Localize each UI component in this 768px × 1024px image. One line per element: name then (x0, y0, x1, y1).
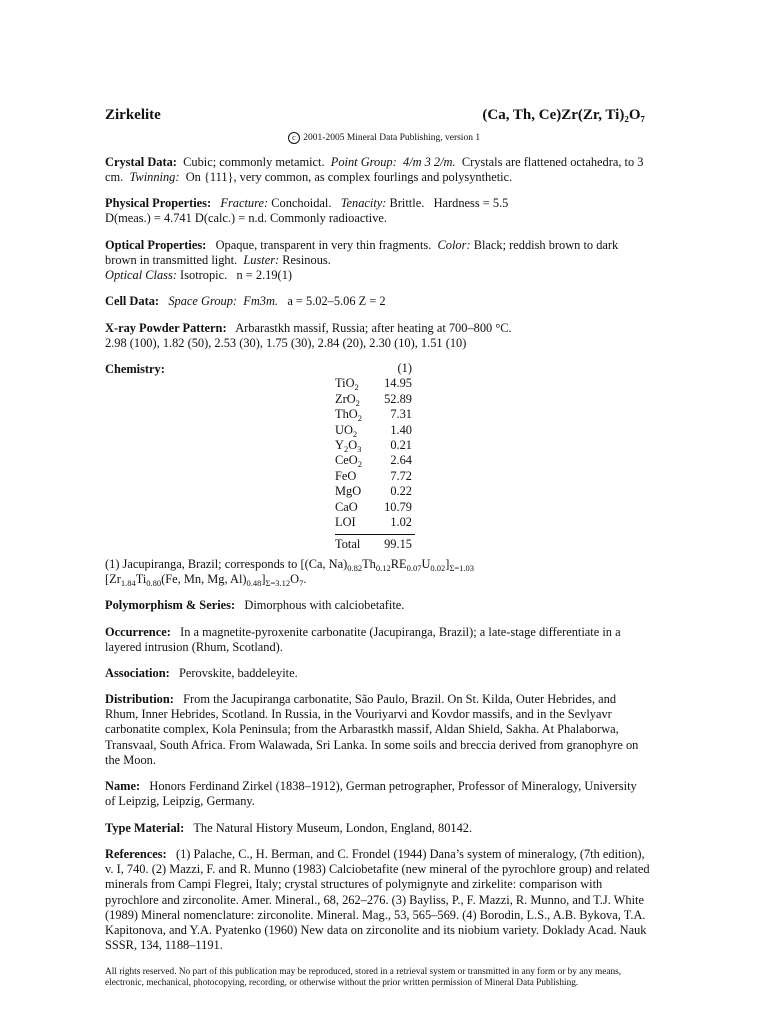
optical-properties-section: Optical Properties: Opaque, transparent in very thin fragments. Color: Black; reddish brown to dark brown in transmitted light. Luster: Resinous. Optical Class: Isotropic. n = 2.19(1) (105, 238, 619, 283)
chem-row (335, 407, 415, 422)
chemistry-table (335, 361, 415, 553)
chemistry-note: (1) Jacupiranga, Brazil; corresponds to [(Ca, $Na)_{0.82}Th_{0.12}RE_{0.07}U_{0.02}]_{\Sigma=1.03}$ [$Zr_{1.84}Ti_{0.80}(Fe$, Mn, Mg, $Al)_{0.48}]_{\Sigma=3.12}O_7$. (105, 557, 475, 589)
chem-row (335, 376, 415, 391)
oxide-value: 0.22 (390, 484, 412, 499)
copyright-text: 2001-2005 Mineral Data Publishing, version 1 (303, 133, 481, 143)
chem-row (335, 500, 415, 515)
distribution-section: Distribution: From the Jacupiranga carbonatite, São Paulo, Brazil. On St. Kilda, Outer Hebrides, and Rhum, Inner Hebrides, Scotland. In Russia, in the Vouriyarvi and Kovdor massifs, and in the Sevlyavr carbonatite complex, Kola Peninsula; from the Arbarastkh massif, Aldan Shield, Sakha. At Phalaborwa, Transvaal, South Africa. From Walawada, Sri Lanka. In some soils and breccia derived from granophyre on the Moon. (105, 692, 639, 767)
occurrence-section: Occurrence: In a magnetite-pyroxenite carbonatite (Jacupiranga, Brazil); a late-stage differentiate in a layered intrusion (Rhum, Scotland). (105, 625, 621, 655)
oxide-name: $UO_2$ (335, 422, 358, 439)
header (105, 108, 645, 128)
oxide-name: LOI (335, 514, 356, 529)
references-section: References: (1) Palache, C., H. Berman, and C. Frondel (1944) Dana’s system of mineralogy, (7th edition), v. I, 740. (2) Mazzi, F. and R. Munno (1983) Calciobetafite (new mineral of the pyrochlore group) and related minerals from Campi Flegrei, Italy; crystal structures of polymignyte and zirkelite: comparison with pyrochlore and zirconolite. Amer. Mineral., 68, 262–276. (3) Bayliss, P., F. Mazzi, R. Munno, and T.J. White (1989) Mineral nomenclature: zirconolite. Mineral. Mag., 53, 565–569. (4) Borodin, L.S., A.B. Bykova, T.A. Kapitonova, and Y.A. Pyatenko (1960) New data on zirconolite and its niobium variety. Doklady Acad. Nauk SSSR, 134, 1188–1191. (105, 847, 650, 953)
oxide-name: ThO$_2$ (335, 407, 362, 424)
oxide-name: TiO$_2$ (335, 376, 359, 393)
oxide-value: 52.89 (384, 391, 412, 406)
crystal-data-section: Crystal Data: Cubic; commonly metamict. Point Group: 4/m 3 2/m. Crystals are flattened octahedra, to 3 cm. Twinning: On {111}, very common, as complex fourlings and polysynthetic. (105, 155, 644, 185)
chem-row (335, 392, 415, 407)
physical-properties-section: Physical Properties: Fracture: Conchoidal. Tenacity: Brittle. Hardness = 5.5 D(meas.) = 4.741 D(calc.) = n.d. Commonly radioactive. (105, 196, 509, 226)
cell-data-section: Cell Data: Space Group: Fm3m. a = 5.02–5.06 Z = 2 (105, 294, 386, 308)
chem-row (335, 423, 415, 438)
oxide-name: CeO$_2$ (335, 453, 362, 470)
oxide-name: $Y_2O_3$ (335, 437, 362, 454)
xray-section: X-ray Powder Pattern: Arbarastkh massif, Russia; after heating at 700–800 °C. 2.98 (100), 1.82 (50), 2.53 (30), 1.75 (30), 2.84 (20), 2.30 (10), 1.51 (10) (105, 321, 512, 351)
oxide-name: MgO (335, 484, 362, 499)
association-section: Association: Perovskite, baddeleyite. (105, 666, 298, 680)
rights-footer: All rights reserved. No part of this publication may be reproduced, stored in a retrieval system or transmitted in any form or by any means, electronic, mechanical, photocopying, recording, or otherwise without the prior written permission of Mineral Data Publishing. (105, 967, 622, 988)
oxide-value: 7.31 (390, 407, 412, 422)
mineral-title: Zirkelite (105, 107, 161, 123)
chem-row (335, 453, 415, 468)
copyright-symbol: c (288, 132, 300, 144)
chem-col-header: (1) (397, 361, 412, 375)
type-material-section: Type Material: The Natural History Museum, London, England, 80142. (105, 821, 473, 835)
mineral-formula: (Ca, Th, Ce)Zr(Zr, Ti)₂O₇ (482, 107, 645, 123)
chem-row (335, 484, 415, 499)
oxide-value: 10.79 (384, 499, 412, 514)
oxide-value: 1.40 (390, 422, 412, 437)
oxide-name: CaO (335, 499, 358, 514)
chem-row (335, 438, 415, 453)
total-rule (335, 534, 415, 535)
name-section: Name: Honors Ferdinand Zirkel (1838–1912), German petrographer, Professor of Mineralogy, University of Leipzig, Leipzig, Germany. (105, 779, 637, 809)
oxide-value: 14.95 (384, 376, 412, 391)
chem-row (335, 469, 415, 484)
oxide-value: 1.02 (390, 514, 412, 529)
chem-total-row: Total 99.15 (335, 537, 412, 552)
oxide-value: 2.64 (390, 453, 412, 468)
oxide-value: 0.21 (390, 437, 412, 452)
oxide-name: ZrO$_2$ (335, 391, 360, 408)
copyright-line (0, 131, 768, 146)
polymorphism-section: Polymorphism & Series: Dimorphous with calciobetafite. (105, 598, 405, 612)
oxide-name: FeO (335, 468, 357, 483)
chem-row (335, 515, 415, 530)
oxide-value: 7.72 (390, 468, 412, 483)
chemistry-label: Chemistry: (105, 362, 165, 376)
